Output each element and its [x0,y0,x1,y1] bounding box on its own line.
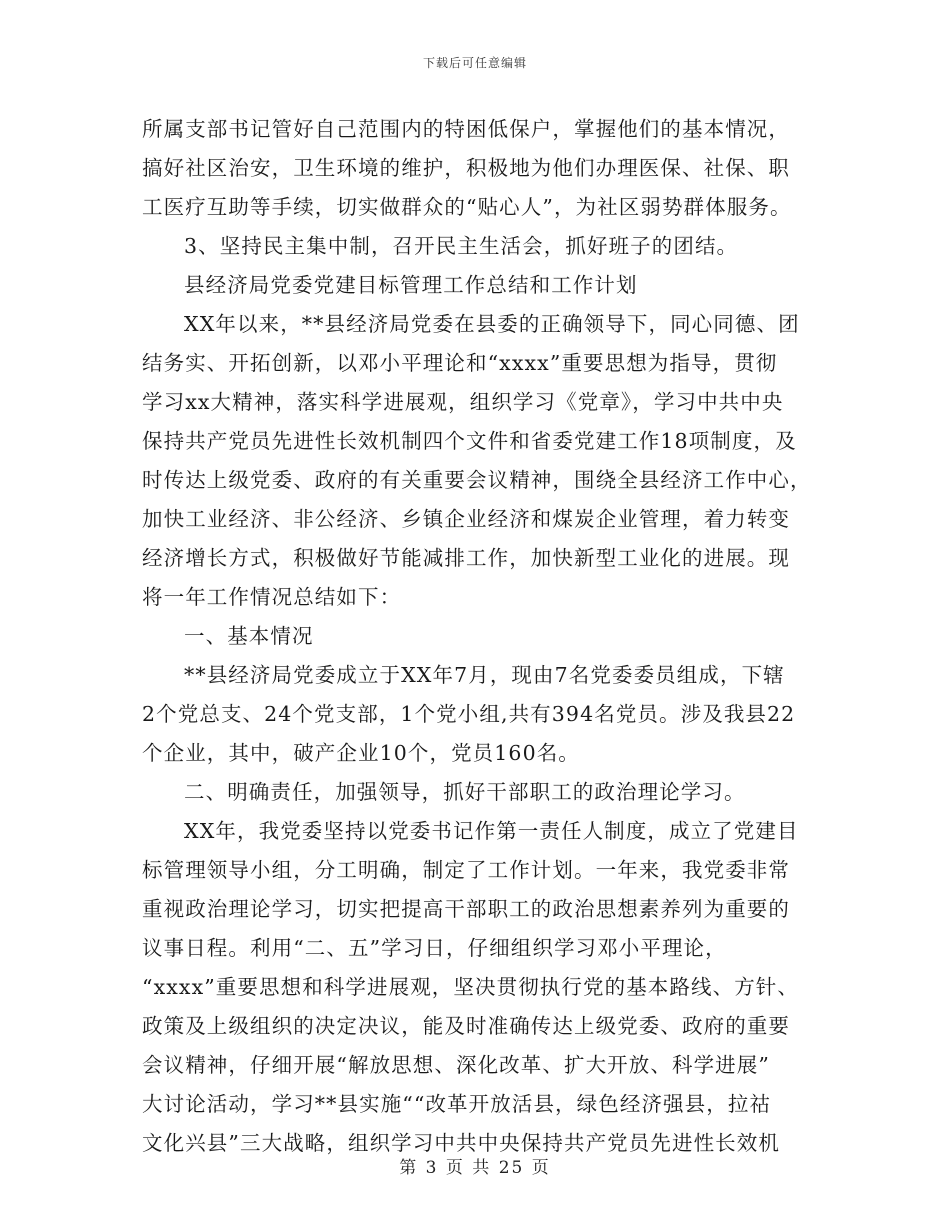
text-line: 3、坚持民主集中制，召开民主生活会，抓好班子的团结。 [184,234,739,258]
page-footer: 第 3 页 共 25 页 [399,1158,551,1178]
text-line: “xxxx”重要思想和科学进展观，坚决贯彻执行党的基本路线、方针、 [142,975,800,999]
text-line: 政策及上级组织的决定决议，能及时准确传达上级党委、政府的重要 [142,1014,790,1038]
text-line: 重视政治理论学习，切实把提高干部职工的政治思想素养列为重要的 [142,897,790,921]
text-line: 二、明确责任，加强领导，抓好干部职工的政治理论学习。 [184,780,746,804]
text-line: 经济增长方式，积极做好节能减排工作，加快新型工业化的进展。现 [142,546,790,570]
text-line: 一、基本情况 [184,624,314,648]
text-line: 结务实、开拓创新，以邓小平理论和“xxxx”重要思想为指导，贯彻 [142,351,778,375]
text-line: 所属支部书记管好自己范围内的特困低保户，掌握他们的基本情况， [142,117,790,141]
text-line: 工医疗互助等手续，切实做群众的“贴心人”，为社区弱势群体服务。 [142,195,792,219]
text-line: 保持共产党员先进性长效机制四个文件和省委党建工作18项制度，及 [142,429,797,453]
document-body [142,110,812,1163]
text-line: 2个党总支、24个党支部，1个党小组,共有394名党员。涉及我县22 [142,702,796,726]
text-line: 个企业，其中，破产企业10个，党员160名。 [142,741,580,765]
text-line: 文化兴县”三大战略，组织学习中共中央保持共产党员先进性长效机 [142,1131,780,1155]
text-line: XX年，我党委坚持以党委书记作第一责任人制度，成立了党建目 [184,819,799,843]
text-line: XX年以来，**县经济局党委在县委的正确领导下，同心同德、团 [184,312,800,336]
text-line: 将一年工作情况总结如下： [142,585,402,609]
text-line: 时传达上级党委、政府的有关重要会议精神，围绕全县经济工作中心， [142,468,812,492]
text-line: 议事日程。利用“二、五”学习日，仔细组织学习邓小平理论， [142,936,727,960]
page-header-note: 下载后可任意编辑 [422,56,527,70]
text-line: **县经济局党委成立于XX年7月，现由7名党委委员组成，下辖 [184,663,785,687]
text-line: 会议精神，仔细开展“解放思想、深化改革、扩大开放、科学进展” [142,1053,770,1077]
text-line: 加快工业经济、非公经济、乡镇企业经济和煤炭企业管理，着力转变 [142,507,790,531]
text-line: 学习xx大精神，落实科学进展观，组织学习《党章》，学习中共中央 [142,390,784,414]
text-line: 大讨论活动，学习**县实施““改革开放活县，绿色经济强县，拉祜 [142,1092,772,1116]
text-line: 搞好社区治安，卫生环境的维护，积极地为他们办理医保、社保、职 [142,156,790,180]
text-line: 县经济局党委党建目标管理工作总结和工作计划 [184,273,638,297]
text-line: 标管理领导小组，分工明确，制定了工作计划。一年来，我党委非常 [142,858,790,882]
